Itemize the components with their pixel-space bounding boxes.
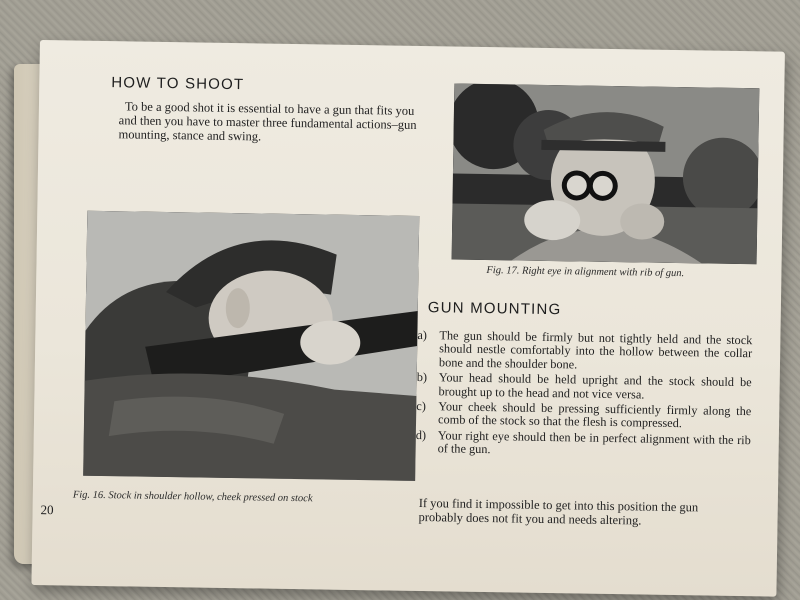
step-letter: a) [417,327,428,343]
closing-paragraph: If you find it impossible to get into this position the gun probably does not fit you and needs altering. [418,496,699,528]
fig-17-caption: Fig. 17. Right eye in alignment with rib of gun. [486,265,685,280]
step-b [416,371,751,403]
step-text: Your head should be held upright and the stock should be brought up to the head and not vice versa. [438,370,752,402]
step-a [417,329,753,374]
book-page [31,40,784,597]
man-aiming-shotgun-image [452,84,760,265]
step-c [416,400,751,432]
how-to-shoot-heading: HOW TO SHOOT [111,74,245,94]
fig-17-photo [452,84,760,265]
step-letter: c) [416,398,426,414]
step-text: Your cheek should be pressing sufficiently firmly along the comb of the stock so that the flesh is compressed. [437,399,752,431]
step-d [416,429,751,461]
fig-16-caption: Fig. 16. Stock in shoulder hollow, cheek pressed on stock [72,489,313,505]
man-cheek-on-stock-image [83,211,419,481]
step-text: Your right eye should then be in perfect alignment with the rib of the gun. [437,428,751,457]
step-letter: d) [415,427,427,442]
step-text: The gun should be firmly but not tightly held and the stock should nestle comfortably into the hollow between the collar bone and the shoulder bone. [438,328,753,372]
page-number: 20 [40,502,54,518]
fig-16-photo [83,211,419,481]
step-letter: b) [416,370,428,385]
intro-paragraph: To be a good shot it is essential to have a gun that fits you and then you have to master three fundamental actions–gun mounting, stance and swing. [118,99,417,144]
gun-mounting-heading: GUN MOUNTING [427,299,562,319]
gun-mounting-steps [415,329,752,463]
